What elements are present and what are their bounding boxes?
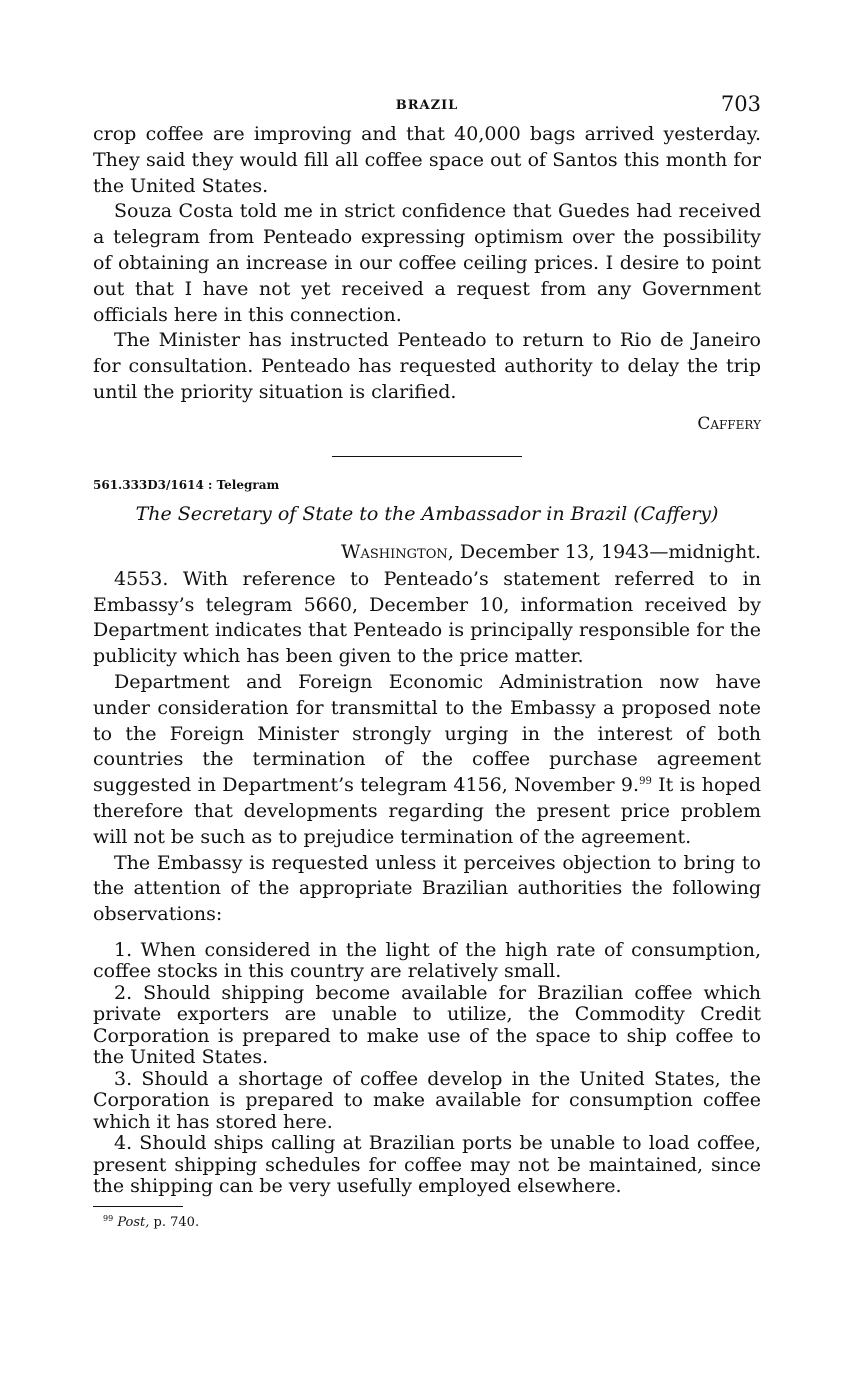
continued-text	[93, 122, 761, 406]
page	[93, 92, 761, 1230]
footnote-ref-rest: p. 740.	[149, 1214, 200, 1230]
signature: Caffery	[697, 413, 761, 434]
paragraph-text: It is hoped therefore that developments regarding the present price problem will not be such as to prejudice termination of the agreement.	[93, 774, 761, 848]
dateline	[93, 539, 761, 565]
dateline-date: December 13, 1943—midnight.	[453, 540, 761, 563]
paragraph: The Embassy is requested unless it perceives objection to bring to the attention of the appropriate Brazilian authorities the following observations:	[93, 851, 761, 926]
running-header	[93, 92, 761, 122]
document-heading: The Secretary of State to the Ambassador in Brazil (Caffery)	[135, 502, 719, 525]
footnote-divider	[93, 1206, 183, 1207]
footnote-marker: 99	[103, 1213, 114, 1223]
observations-list	[93, 940, 761, 1198]
list-item: 1. When considered in the light of the high rate of consumption, coffee stocks in this country are relatively small.	[93, 938, 761, 983]
paragraph-text: Department and Foreign Economic Administration now have under consideration for transmittal to the Embassy a proposed note to the Foreign Minister strongly urging in the interest of both countries the termination of the coffee purchase agreement suggested in Department’s telegram 4156, November 9.	[93, 670, 761, 797]
file-number: 561.333D3/1614 : Telegram	[93, 477, 280, 492]
footnote-ref[interactable]: 99	[639, 776, 652, 788]
paragraph	[93, 670, 761, 851]
page-number: 703	[720, 92, 761, 116]
paragraph: The Minister has instructed Penteado to return to Rio de Janeiro for consultation. Penteado has requested authority to delay the trip until the priority situation is clarified.	[93, 329, 761, 403]
telegram-text	[93, 567, 761, 928]
paragraph: Souza Costa told me in strict confidence that Guedes had received a telegram from Penteado expressing optimism over the possibility of obtaining an increase in our coffee ceiling prices. I desire to point out that I have not yet received a request from any Government officials here in this connection.	[93, 200, 761, 326]
running-title: BRAZIL	[395, 98, 459, 113]
dateline-place: Washington,	[340, 540, 454, 563]
list-item: 4. Should ships calling at Brazilian ports be unable to load coffee, present shipping schedules for coffee may not be maintained, since the shipping can be very usefully employed elsewhere.	[93, 1132, 761, 1198]
paragraph: 4553. With reference to Penteado’s statement referred to in Embassy’s telegram 5660, December 10, information received by Department indicates that Penteado is principally responsible for the publicity which has been given to the price matter.	[93, 567, 761, 668]
footnote-ref-italic: Post,	[117, 1214, 150, 1230]
list-item: 3. Should a shortage of coffee develop in the United States, the Corporation is prepared to make available for consumption coffee which it has stored here.	[93, 1067, 761, 1133]
list-item: 2. Should shipping become available for Brazilian coffee which private exporters are unable to utilize, the Commodity Credit Corporation is prepared to make use of the space to ship coffee to the United States.	[93, 981, 761, 1069]
section-divider	[332, 456, 522, 457]
paragraph: crop coffee are improving and that 40,000 bags arrived yesterday. They said they would fill all coffee space out of Santos this month for the United States.	[93, 123, 761, 197]
footnote	[103, 1215, 761, 1230]
